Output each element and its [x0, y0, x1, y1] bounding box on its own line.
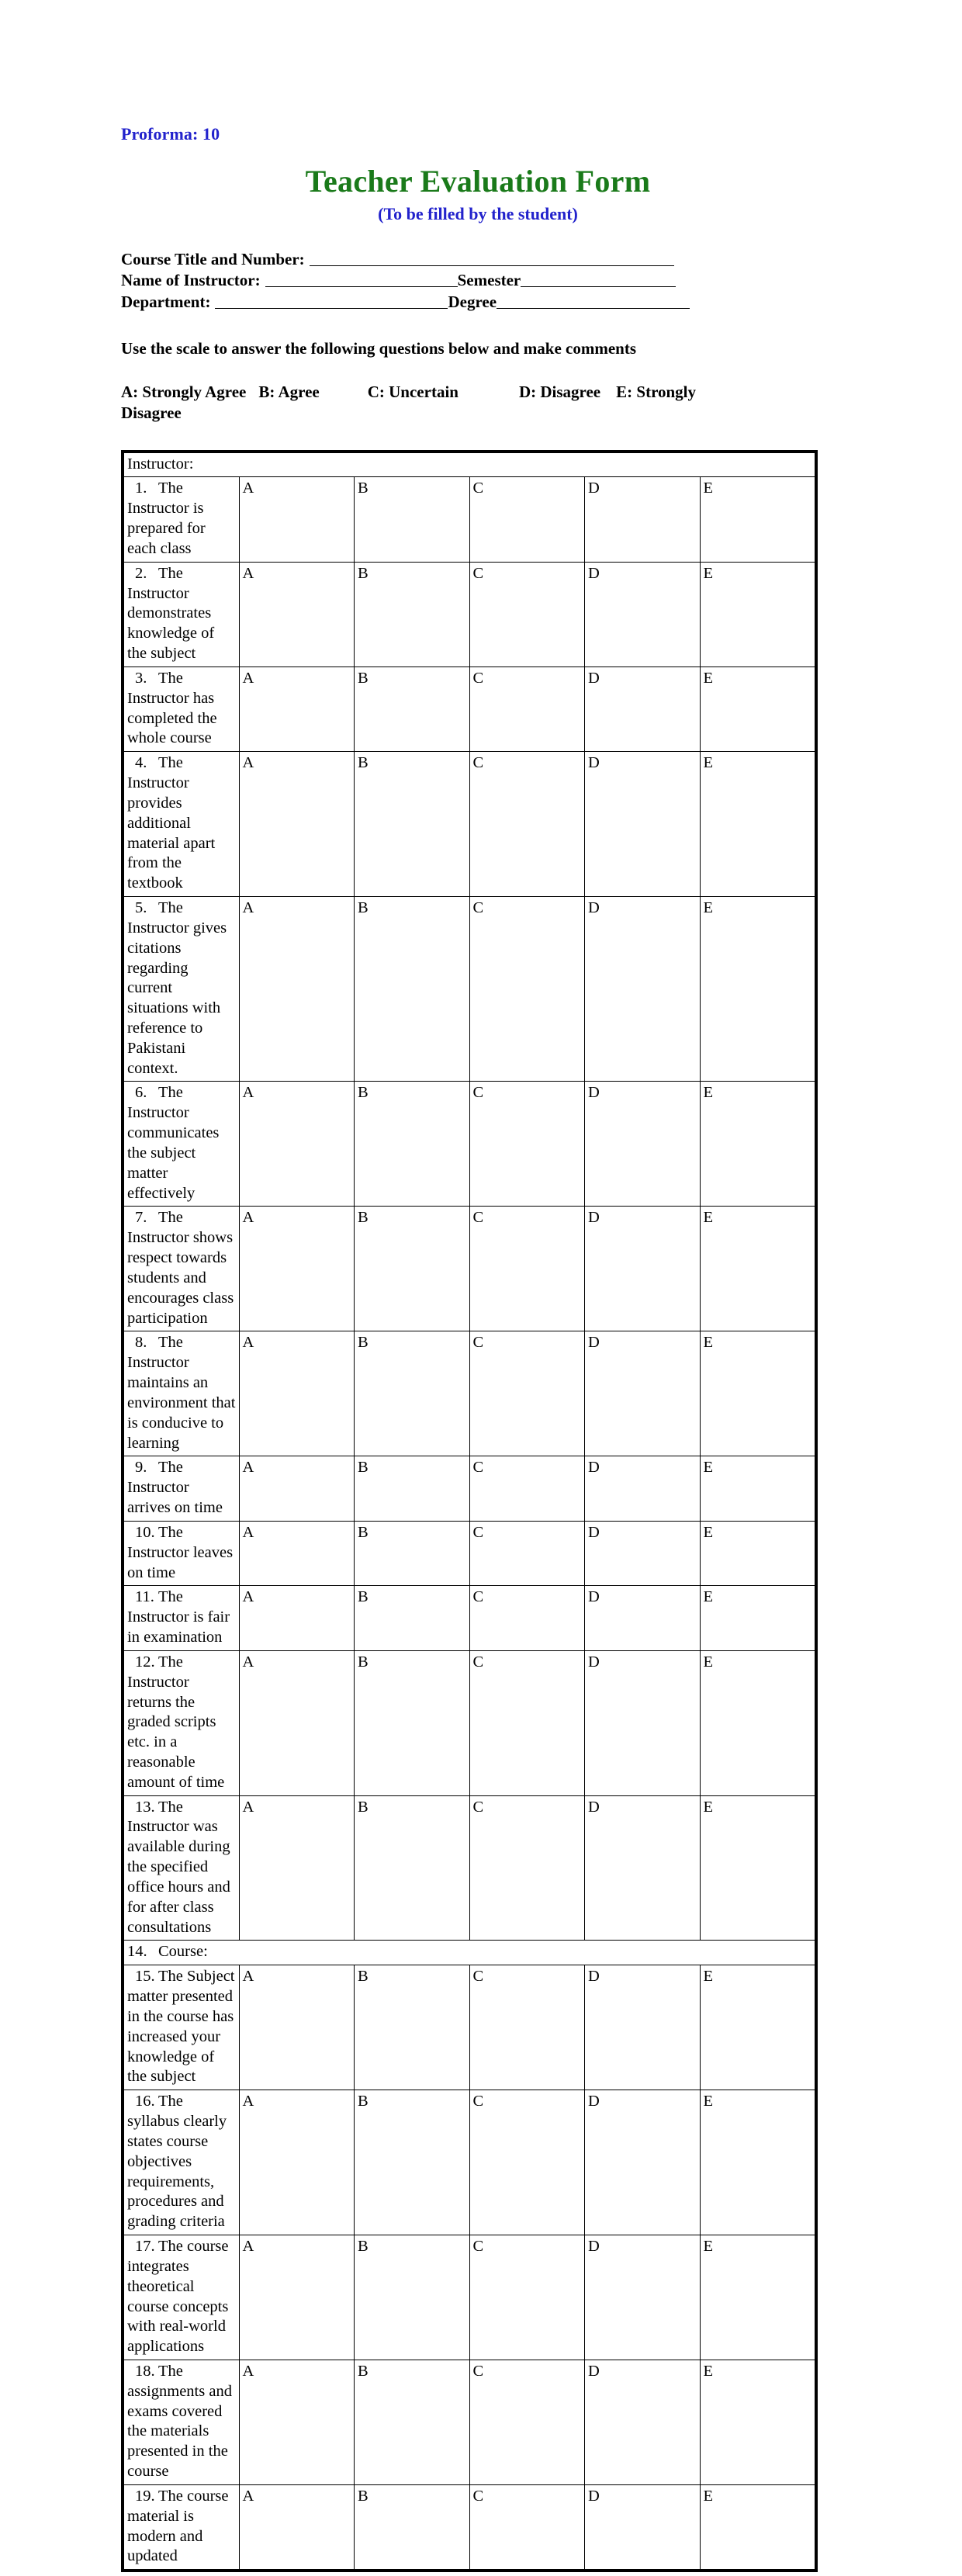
document-content [121, 124, 819, 2576]
question-cell [124, 1650, 240, 1795]
option-cell-d[interactable]: D [585, 477, 701, 562]
option-cell-c[interactable]: C [469, 1521, 585, 1585]
option-cell-d[interactable]: D [585, 1795, 701, 1941]
option-cell-b[interactable]: B [355, 897, 470, 1082]
course-title-label: Course Title and Number: [121, 250, 305, 268]
option-cell-c[interactable]: C [469, 477, 585, 562]
row-number: 10. [135, 1523, 155, 1541]
table-row [124, 667, 815, 751]
degree-input[interactable] [497, 293, 690, 308]
row-number: 16. [135, 2093, 155, 2110]
option-cell-e[interactable]: E [700, 897, 815, 1082]
option-cell-c[interactable]: C [469, 897, 585, 1082]
semester-input[interactable] [521, 272, 676, 287]
question-text: The course integrates theoretical course concepts with real-world applications [127, 2238, 229, 2356]
option-cell-b[interactable]: B [355, 1521, 470, 1585]
legend-item-b: B: Agree [258, 382, 320, 401]
question-cell [124, 477, 240, 562]
option-cell-a[interactable]: A [239, 1795, 355, 1941]
page-subtitle: (To be filled by the student) [378, 204, 578, 223]
row-number: 12. [135, 1653, 155, 1671]
question-cell [124, 2360, 240, 2485]
option-cell-b[interactable]: B [355, 1650, 470, 1795]
row-number: 14. [127, 1943, 147, 1961]
question-cell [124, 1082, 240, 1207]
question-cell [124, 2235, 240, 2360]
table-row [124, 1082, 815, 1207]
option-cell-d[interactable]: D [585, 2484, 701, 2569]
question-text: The Instructor gives citations regarding current situations with reference to Pakistani context. [127, 899, 227, 1077]
table-row [124, 897, 815, 1082]
question-text: The syllabus clearly states course objectives requirements, procedures and grading criteria [127, 2093, 227, 2231]
section-header-label: Course: [158, 1943, 208, 1961]
option-cell-e[interactable]: E [700, 1521, 815, 1585]
option-cell-e[interactable]: E [700, 2360, 815, 2485]
option-cell-a[interactable]: A [239, 1521, 355, 1585]
option-cell-b[interactable]: B [355, 562, 470, 667]
legend-item-d: D: Disagree [518, 382, 601, 401]
row-number: 4. [135, 754, 147, 772]
department-input[interactable] [215, 293, 448, 308]
table-row [124, 1207, 815, 1331]
option-cell-b[interactable]: B [355, 1082, 470, 1207]
option-cell-c[interactable]: C [469, 562, 585, 667]
option-cell-b[interactable]: B [355, 1456, 470, 1521]
option-cell-c[interactable]: C [469, 1650, 585, 1795]
question-cell [124, 897, 240, 1082]
option-cell-d[interactable]: D [585, 1082, 701, 1207]
question-cell [124, 667, 240, 751]
option-cell-e[interactable]: E [700, 2235, 815, 2360]
question-text: The Instructor is fair in examination [127, 1588, 230, 1646]
option-cell-e[interactable]: E [700, 752, 815, 897]
option-cell-b[interactable]: B [355, 1331, 470, 1456]
option-cell-b[interactable]: B [355, 1965, 470, 2090]
question-text: The Subject matter presented in the course has increased your knowledge of the subject [127, 1968, 235, 2086]
option-cell-c[interactable]: C [469, 2360, 585, 2485]
option-cell-d[interactable]: D [585, 1586, 701, 1650]
option-cell-c[interactable]: C [469, 2235, 585, 2360]
question-cell [124, 1521, 240, 1585]
option-cell-c[interactable]: C [469, 1456, 585, 1521]
table-row [124, 1650, 815, 1795]
option-cell-c[interactable]: C [469, 1795, 585, 1941]
option-cell-a[interactable]: A [239, 1331, 355, 1456]
option-cell-b[interactable]: B [355, 2235, 470, 2360]
option-cell-a[interactable]: A [239, 1082, 355, 1207]
option-cell-d[interactable]: D [585, 667, 701, 751]
option-cell-e[interactable]: E [700, 667, 815, 751]
question-text: The Instructor was available during the specified office hours and for after class consultations [127, 1798, 230, 1936]
option-cell-a[interactable]: A [239, 2090, 355, 2235]
option-cell-a[interactable]: A [239, 897, 355, 1082]
question-cell [124, 1331, 240, 1456]
question-text: The Instructor leaves on time [127, 1523, 234, 1581]
question-cell [124, 1207, 240, 1331]
question-cell [124, 752, 240, 897]
option-cell-a[interactable]: A [239, 1965, 355, 2090]
legend-item-c: C: Uncertain [367, 382, 459, 401]
option-cell-c[interactable]: C [469, 1207, 585, 1331]
option-cell-e[interactable]: E [700, 1795, 815, 1941]
question-text: The Instructor shows respect towards students and encourages class participation [127, 1209, 234, 1327]
row-number: 5. [135, 899, 147, 917]
option-cell-e[interactable]: E [700, 1331, 815, 1456]
option-cell-b[interactable]: B [355, 1207, 470, 1331]
field-row-course-title [121, 249, 819, 270]
row-number: 13. [135, 1798, 155, 1816]
option-cell-a[interactable]: A [239, 752, 355, 897]
question-cell [124, 1456, 240, 1521]
row-number: 11. [135, 1588, 154, 1606]
option-cell-a[interactable]: A [239, 2235, 355, 2360]
option-cell-c[interactable]: C [469, 667, 585, 751]
option-cell-e[interactable]: E [700, 2484, 815, 2569]
option-cell-b[interactable]: B [355, 667, 470, 751]
question-text: The Instructor arrives on time [127, 1459, 223, 1517]
option-cell-e[interactable]: E [700, 1207, 815, 1331]
evaluation-table [123, 452, 815, 2571]
option-cell-d[interactable]: D [585, 1456, 701, 1521]
row-number: 6. [135, 1084, 147, 1102]
question-cell [124, 1586, 240, 1650]
row-number: 3. [135, 669, 147, 687]
question-text: The Instructor returns the graded scripts etc. in a reasonable amount of time [127, 1653, 225, 1791]
option-cell-a[interactable]: A [239, 1586, 355, 1650]
option-cell-b[interactable]: B [355, 2360, 470, 2485]
table-row [124, 2235, 815, 2360]
table-row [124, 1331, 815, 1456]
option-cell-c[interactable]: C [469, 1965, 585, 2090]
table-row [124, 1521, 815, 1585]
row-number: 15. [135, 1968, 155, 1986]
row-number: 2. [135, 564, 147, 582]
section-header-cell [124, 452, 815, 477]
instructor-name-input[interactable] [265, 272, 458, 287]
question-text: The course material is modern and updated [127, 2487, 229, 2565]
option-cell-b[interactable]: B [355, 752, 470, 897]
scale-instruction: Use the scale to answer the following questions below and make comments [121, 338, 637, 358]
field-row-instructor-semester [121, 270, 819, 291]
table-row [124, 2360, 815, 2485]
option-cell-d[interactable]: D [585, 562, 701, 667]
option-cell-e[interactable]: E [700, 562, 815, 667]
section-header-label: Instructor: [127, 455, 194, 473]
field-row-department-degree [121, 292, 819, 313]
option-cell-e[interactable]: E [700, 477, 815, 562]
row-number: 9. [135, 1459, 147, 1477]
table-row [124, 562, 815, 667]
table-row [124, 477, 815, 562]
table-row [124, 1456, 815, 1521]
table-row [124, 1586, 815, 1650]
semester-label: Semester [457, 271, 521, 290]
question-text: The Instructor provides additional material apart from the textbook [127, 754, 216, 892]
option-cell-d[interactable]: D [585, 2360, 701, 2485]
table-row [124, 452, 815, 477]
question-text: The Instructor has completed the whole course [127, 669, 217, 747]
option-cell-c[interactable]: C [469, 2484, 585, 2569]
table-row [124, 2484, 815, 2569]
table-row [124, 1795, 815, 1941]
option-cell-c[interactable]: C [469, 2090, 585, 2235]
option-cell-e[interactable]: E [700, 1965, 815, 2090]
question-text: The Instructor communicates the subject matter effectively [127, 1084, 220, 1202]
legend-item-e: E: Strongly Disagree [121, 382, 697, 422]
option-cell-c[interactable]: C [469, 1586, 585, 1650]
department-label: Department: [121, 292, 211, 311]
table-row [124, 1941, 815, 1965]
instructor-name-label: Name of Instructor: [121, 271, 261, 290]
row-number: 7. [135, 1209, 147, 1227]
table-row [124, 1965, 815, 2090]
table-row [124, 752, 815, 897]
question-text: The assignments and exams covered the materials presented in the course [127, 2363, 232, 2481]
option-cell-d[interactable]: D [585, 1650, 701, 1795]
option-cell-a[interactable]: A [239, 1650, 355, 1795]
question-cell [124, 2484, 240, 2569]
page-title: Teacher Evaluation Form [305, 164, 651, 199]
option-cell-b[interactable]: B [355, 2484, 470, 2569]
option-cell-c[interactable]: C [469, 1331, 585, 1456]
legend-item-a: A: Strongly Agree [121, 382, 247, 401]
option-cell-c[interactable]: C [469, 752, 585, 897]
form-fields [121, 249, 819, 313]
degree-label: Degree [448, 292, 497, 311]
option-cell-a[interactable]: A [239, 477, 355, 562]
option-cell-b[interactable]: B [355, 1795, 470, 1941]
option-cell-c[interactable]: C [469, 1082, 585, 1207]
proforma-label: Proforma: 10 [121, 124, 220, 144]
row-number: 17. [135, 2238, 155, 2256]
table-row [124, 2090, 815, 2235]
option-cell-b[interactable]: B [355, 2090, 470, 2235]
question-text: The Instructor is prepared for each class [127, 480, 206, 557]
option-cell-a[interactable]: A [239, 667, 355, 751]
option-cell-e[interactable]: E [700, 1456, 815, 1521]
question-text: The Instructor maintains an environment that is conducive to learning [127, 1334, 236, 1452]
row-number: 19. [135, 2487, 155, 2505]
option-cell-a[interactable]: A [239, 2484, 355, 2569]
option-cell-d[interactable]: D [585, 1331, 701, 1456]
option-cell-a[interactable]: A [239, 1207, 355, 1331]
option-cell-d[interactable]: D [585, 2235, 701, 2360]
question-cell [124, 2090, 240, 2235]
question-cell [124, 1795, 240, 1941]
scale-legend [121, 382, 734, 424]
option-cell-d[interactable]: D [585, 1521, 701, 1585]
option-cell-e[interactable]: E [700, 2090, 815, 2235]
option-cell-e[interactable]: E [700, 1586, 815, 1650]
section-header-cell [124, 1941, 815, 1965]
row-number: 1. [135, 480, 147, 497]
question-cell [124, 562, 240, 667]
row-number: 18. [135, 2363, 155, 2380]
option-cell-b[interactable]: B [355, 1586, 470, 1650]
option-cell-d[interactable]: D [585, 897, 701, 1082]
course-title-input[interactable] [310, 251, 674, 266]
option-cell-d[interactable]: D [585, 1965, 701, 2090]
question-cell [124, 1965, 240, 2090]
option-cell-d[interactable]: D [585, 1207, 701, 1331]
option-cell-d[interactable]: D [585, 2090, 701, 2235]
evaluation-table-box [121, 450, 818, 2573]
option-cell-d[interactable]: D [585, 752, 701, 897]
question-text: The Instructor demonstrates knowledge of the subject [127, 564, 215, 663]
option-cell-a[interactable]: A [239, 562, 355, 667]
option-cell-e[interactable]: E [700, 1650, 815, 1795]
option-cell-a[interactable]: A [239, 2360, 355, 2485]
row-number: 8. [135, 1334, 147, 1352]
option-cell-b[interactable]: B [355, 477, 470, 562]
option-cell-a[interactable]: A [239, 1456, 355, 1521]
option-cell-e[interactable]: E [700, 1082, 815, 1207]
